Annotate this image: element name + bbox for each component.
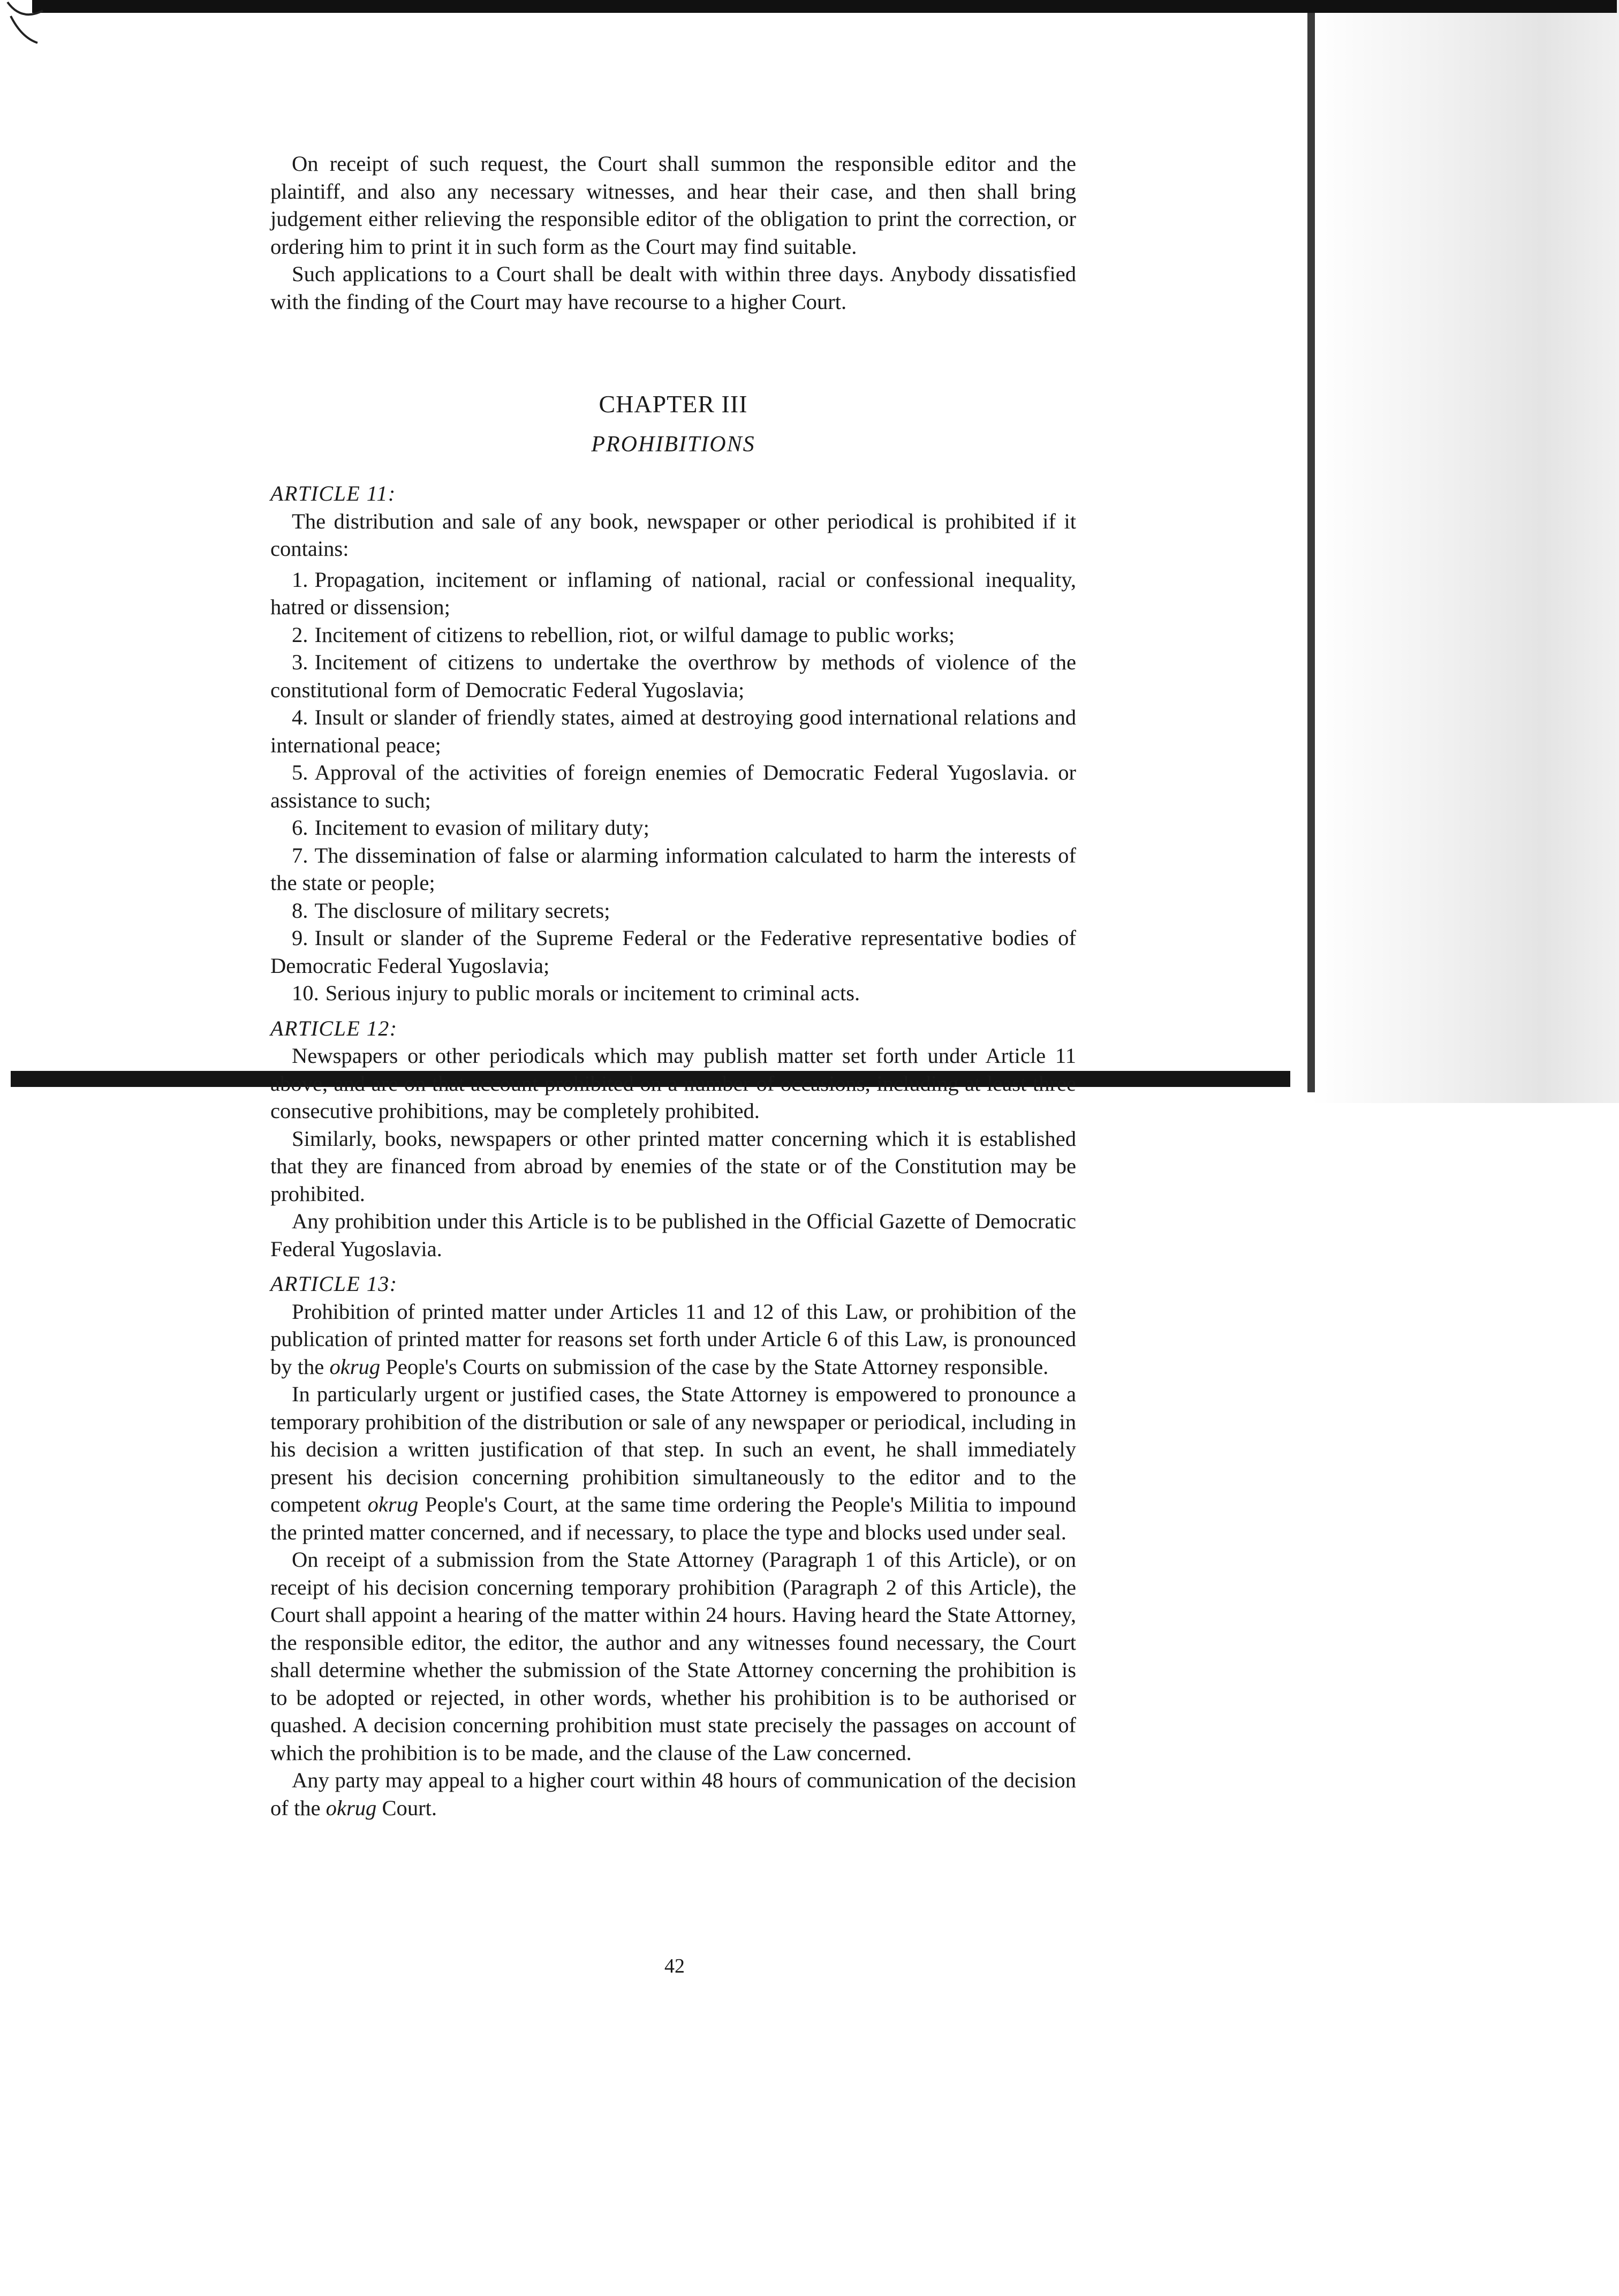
article-11-heading: ARTICLE 11:	[270, 481, 396, 505]
article-11-item	[270, 759, 1076, 814]
article-11-item	[270, 814, 1076, 842]
article-12-paragraph-1: Newspapers or other periodicals which may publish matter set forth under Article 11 above, and are on that account prohibited on a number of occasions, including at least three consecutive prohibitions, may be completely prohibited.	[270, 1044, 1076, 1123]
article-11-item-text: Incitement of citizens to rebellion, riot, or wilful damage to public works;	[314, 622, 955, 647]
article-11-item-text: Approval of the activities of foreign enemies of Democratic Federal Yugoslavia. or assistance to such;	[270, 760, 1076, 812]
article-11-item	[270, 924, 1076, 979]
scan-edge-top	[32, 0, 1617, 13]
article-11-item-number: 1.	[292, 567, 308, 592]
scan-shadow-right	[1312, 0, 1619, 1103]
article-11-item-text: The dissemination of false or alarming information calculated to harm the interests of the state or people;	[270, 843, 1076, 895]
article-11-item	[270, 842, 1076, 897]
article-11-item-number: 5.	[292, 760, 308, 784]
article-13-paragraph-1: Prohibition of printed matter under Articles 11 and 12 of this Law, or prohibition of the publication of printed matter for reasons set forth under Article 6 of this Law, is pronounced by the okrug People's Courts on submission of the case by the State Attorney responsible.	[270, 1299, 1076, 1379]
article-11-item-number: 10.	[292, 981, 319, 1005]
opening-paragraph-2: Such applications to a Court shall be dealt with within three days. Anybody dissatisfied with the finding of the Court may have recourse to a higher Court.	[270, 262, 1076, 314]
article-11-item-number: 8.	[292, 898, 308, 923]
article-12-paragraph-3: Any prohibition under this Article is to be published in the Official Gazette of Democratic Federal Yugoslavia.	[270, 1209, 1076, 1261]
article-11-item-number: 7.	[292, 843, 308, 867]
opening-paragraph-1: On receipt of such request, the Court shall summon the responsible editor and the plaintiff, and also any necessary witnesses, and hear their case, and then shall bring judgement either relieving the responsible editor of the obligation to print the correction, or ordering him to print it in such form as the Court may find suitable.	[270, 152, 1076, 259]
article-11-item-number: 9.	[292, 926, 308, 950]
article-13-paragraph-2: In particularly urgent or justified cases, the State Attorney is empowered to pronounce a temporary prohibition of the distribution or sale of any newspaper or periodical, including in his decision a written justification of that step. In such an event, he shall immediately present his decision concerning prohibition simultaneously to the editor and to the competent okrug People's Court, at the same time ordering the People's Militia to impound the printed matter concerned, and if necessary, to place the type and blocks used under seal.	[270, 1382, 1076, 1544]
article-11-item	[270, 979, 1076, 1007]
corner-mark-icon	[5, 0, 48, 48]
article-11-item-text: The disclosure of military secrets;	[314, 898, 610, 923]
article-11-item-text: Insult or slander of the Supreme Federal or the Federative representative bodies of Democratic Federal Yugoslavia;	[270, 926, 1076, 978]
article-11-item-text: Propagation, incitement or inflaming of national, racial or confessional inequality, hatred or dissension;	[270, 567, 1076, 619]
article-11-intro: The distribution and sale of any book, newspaper or other periodical is prohibited if it contains:	[270, 509, 1076, 561]
page-number: 42	[664, 1955, 685, 1977]
article-12-paragraph-2: Similarly, books, newspapers or other printed matter concerning which it is established that they are financed from abroad by enemies of the state or of the Constitution may be prohibited.	[270, 1126, 1076, 1206]
article-11-item	[270, 704, 1076, 759]
article-11-item	[270, 897, 1076, 925]
article-11-list	[270, 566, 1076, 1007]
article-11-item-number: 2.	[292, 622, 308, 647]
article-11-item-text: Incitement to evasion of military duty;	[314, 815, 649, 840]
article-11-item	[270, 566, 1076, 621]
article-11-item-text: Incitement of citizens to undertake the overthrow by methods of violence of the constitutional form of Democratic Federal Yugoslavia;	[270, 650, 1076, 702]
scan-edge-right	[1307, 0, 1315, 1092]
article-11-item-number: 6.	[292, 815, 308, 840]
article-11-item-text: Insult or slander of friendly states, aimed at destroying good international relations and international peace;	[270, 705, 1076, 757]
article-13-paragraph-3: On receipt of a submission from the State Attorney (Paragraph 1 of this Article), or on receipt of his decision concerning temporary prohibition (Paragraph 2 of this Article), the Court shall appoint a hearing of the matter within 24 hours. Having heard the State Attorney, the responsible editor, the editor, the author and any witnesses found necessary, the Court shall determine whether the submission of the State Attorney concerning the prohibition is to be adopted or rejected, in other words, whether his prohibition is to be authorised or quashed. A decision concerning prohibition must state precisely the passages on account of which the prohibition is to be made, and the clause of the Law concerned.	[270, 1547, 1076, 1765]
chapter-subtitle: PROHIBITIONS	[591, 432, 755, 457]
article-13-heading: ARTICLE 13:	[270, 1272, 398, 1296]
chapter-title: CHAPTER III	[599, 390, 748, 418]
article-11-item-number: 4.	[292, 705, 308, 729]
article-11-item-text: Serious injury to public morals or incitement to criminal acts.	[325, 981, 860, 1005]
article-13-paragraph-4: Any party may appeal to a higher court within 48 hours of communication of the decision of the okrug Court.	[270, 1768, 1076, 1820]
article-11-item-number: 3.	[292, 650, 308, 674]
article-11-item	[270, 621, 1076, 649]
page-body	[270, 150, 1076, 1822]
article-12-heading: ARTICLE 12:	[270, 1016, 398, 1040]
article-11-item	[270, 648, 1076, 704]
